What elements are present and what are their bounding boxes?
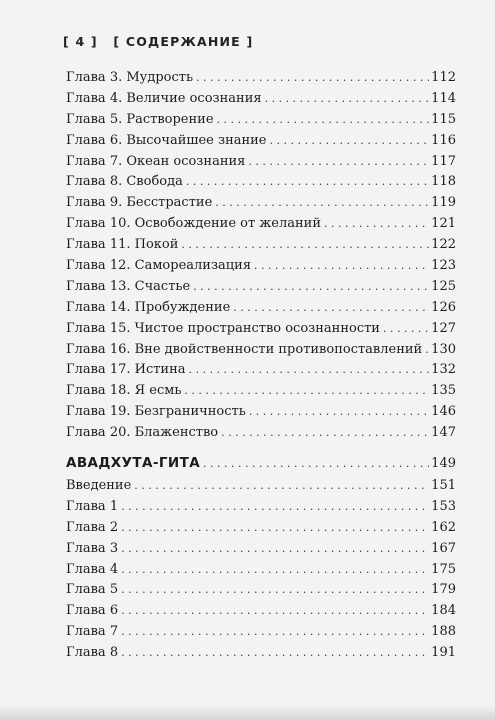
toc-entry-label: Глава 8 [66, 645, 119, 661]
toc-entry-page: 132 [431, 362, 456, 378]
toc-entry-label: Глава 4 [66, 561, 119, 577]
dot-leader [189, 360, 430, 381]
dot-leader [121, 622, 429, 643]
toc-entry [66, 277, 456, 298]
toc-entry-label: Глава 8. Свобода [66, 174, 183, 190]
toc-entry [66, 560, 456, 581]
toc-entry-page: 167 [431, 540, 456, 556]
toc-entry-label: Глава 4. Величие осознания [66, 90, 262, 106]
toc-entry-label: Глава 1 [66, 498, 119, 514]
dot-leader [121, 601, 429, 622]
dot-leader [186, 172, 429, 193]
dot-leader [121, 539, 429, 560]
toc-entry-label: Глава 16. Вне двойственности противопоставлений [66, 341, 423, 357]
dot-leader [121, 560, 429, 581]
toc-entry-page: 151 [431, 478, 456, 494]
toc-entry [66, 172, 456, 193]
running-header [63, 34, 253, 49]
toc-entry [66, 193, 456, 214]
toc-entry [66, 256, 456, 277]
toc-entry [66, 423, 456, 444]
toc-entry-page: 117 [431, 153, 456, 169]
toc-entry-page: 175 [431, 561, 456, 577]
dot-leader [217, 110, 430, 131]
toc-entry [66, 235, 456, 256]
toc-entry-page: 114 [431, 90, 456, 106]
toc-entry-page: 115 [431, 111, 456, 127]
toc-entry [66, 319, 456, 340]
toc-entry-label: Глава 6 [66, 603, 119, 619]
toc-entry-page: 126 [431, 299, 456, 315]
toc-entry-page: 118 [431, 174, 456, 190]
dot-leader [121, 518, 429, 539]
dot-leader [324, 214, 429, 235]
toc-entry-label: Глава 7 [66, 624, 119, 640]
dot-leader [221, 423, 429, 444]
toc-entry [66, 497, 456, 518]
dot-leader [215, 193, 429, 214]
toc-entry-label: Глава 3. Мудрость [66, 70, 194, 85]
toc-entry-label: Глава 5 [66, 582, 119, 598]
dot-leader [233, 298, 429, 319]
toc-entry-label: Глава 14. Пробуждение [66, 299, 231, 315]
toc-entry [66, 152, 456, 173]
toc-entry-label: Глава 9. Бесстрастие [66, 195, 213, 211]
dot-leader [203, 451, 429, 477]
toc-entry [66, 89, 456, 110]
toc-entry-page: 125 [431, 278, 456, 294]
page-bottom-shadow [0, 705, 495, 719]
dot-leader [265, 89, 430, 110]
section-gap [66, 444, 456, 448]
toc-part-1 [66, 68, 456, 444]
toc-part-2 [66, 476, 456, 664]
dot-leader [196, 68, 429, 89]
table-of-contents [66, 68, 456, 664]
toc-entry [66, 580, 456, 601]
toc-entry-label: Глава 12. Самореализация [66, 258, 252, 274]
dot-leader [254, 256, 429, 277]
toc-entry-page: 135 [431, 383, 456, 399]
dot-leader [121, 580, 429, 601]
running-header-title: [ СОДЕРЖАНИЕ ] [113, 34, 254, 49]
toc-entry-page: 112 [431, 70, 456, 85]
dot-leader [248, 152, 429, 173]
toc-entry-page: 188 [431, 624, 456, 640]
toc-entry [66, 381, 456, 402]
toc-entry-label: Введение [66, 478, 132, 494]
toc-entry-page: 130 [431, 341, 456, 357]
toc-entry [66, 601, 456, 622]
toc-entry-label: Глава 11. Покой [66, 237, 179, 253]
toc-entry-label: Глава 19. Безграничность [66, 404, 246, 420]
toc-entry-page: 179 [431, 582, 456, 598]
toc-entry [66, 518, 456, 539]
dot-leader [249, 402, 429, 423]
toc-entry [66, 340, 456, 361]
toc-entry-label: Глава 13. Счастье [66, 278, 191, 294]
toc-entry [66, 476, 456, 497]
toc-entry [66, 110, 456, 131]
toc-entry-page: 123 [431, 258, 456, 274]
toc-entry-label: Глава 3 [66, 540, 119, 556]
toc-section-label: АВАДХУТА-ГИТА [66, 455, 201, 472]
dot-leader [121, 497, 429, 518]
dot-leader [425, 340, 429, 361]
toc-entry [66, 360, 456, 381]
toc-entry-label: Глава 15. Чистое пространство осознанности [66, 320, 380, 336]
toc-entry [66, 298, 456, 319]
toc-entry [66, 539, 456, 560]
toc-entry-page: 121 [431, 216, 456, 232]
dot-leader [383, 319, 429, 340]
toc-entry [66, 68, 456, 89]
dot-leader [134, 476, 429, 497]
toc-entry-page: 153 [431, 498, 456, 514]
toc-entry-page: 119 [431, 195, 456, 211]
toc-entry [66, 622, 456, 643]
toc-entry-page: 116 [431, 132, 456, 148]
toc-entry-page: 146 [431, 404, 456, 420]
dot-leader [184, 381, 429, 402]
toc-entry [66, 131, 456, 152]
dot-leader [121, 643, 429, 664]
toc-entry-label: Глава 20. Блаженство [66, 425, 219, 441]
dot-leader [193, 277, 429, 298]
toc-entry-label: Глава 18. Я есмь [66, 383, 182, 399]
toc-section-page: 149 [431, 456, 456, 472]
toc-entry-page: 162 [431, 519, 456, 535]
toc-entry [66, 643, 456, 664]
toc-entry [66, 214, 456, 235]
toc-entry-page: 122 [431, 237, 456, 253]
toc-entry-label: Глава 2 [66, 519, 119, 535]
toc-entry-page: 191 [431, 645, 456, 661]
toc-entry-page: 184 [431, 603, 456, 619]
toc-entry-page: 127 [431, 320, 456, 336]
toc-entry-label: Глава 5. Растворение [66, 111, 214, 127]
toc-section-heading [66, 450, 456, 476]
toc-entry-label: Глава 10. Освобождение от желаний [66, 216, 321, 232]
dot-leader [270, 131, 430, 152]
page-number: [ 4 ] [63, 34, 98, 49]
dot-leader [181, 235, 429, 256]
toc-entry-label: Глава 7. Океан осознания [66, 153, 246, 169]
toc-entry-label: Глава 6. Высочайшее знание [66, 132, 267, 148]
toc-entry-label: Глава 17. Истина [66, 362, 186, 378]
toc-entry [66, 402, 456, 423]
toc-entry-page: 147 [431, 425, 456, 441]
